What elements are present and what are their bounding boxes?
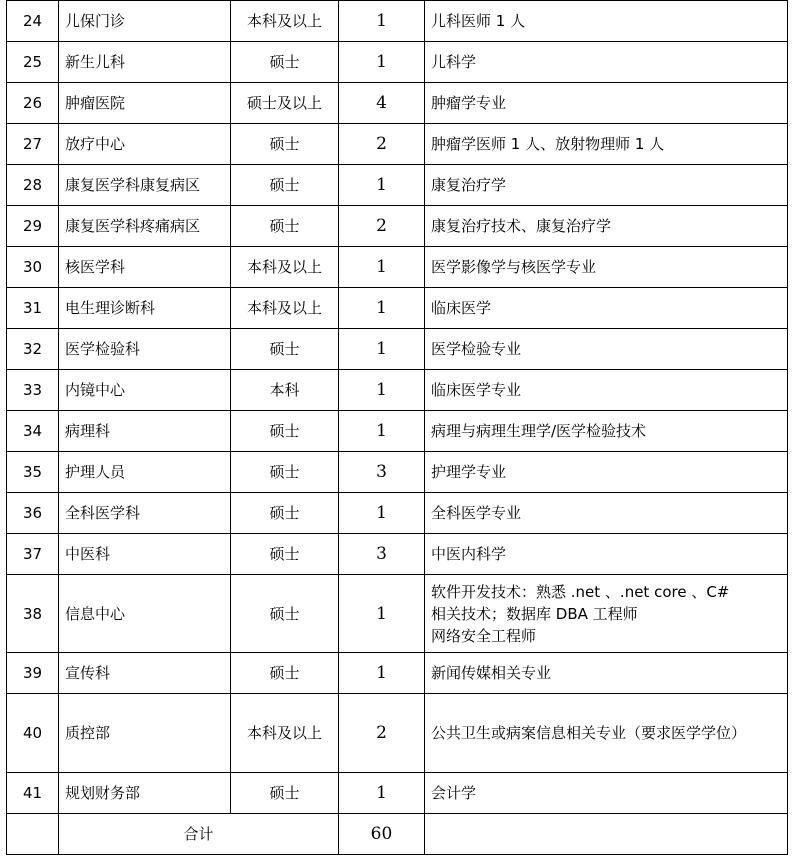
row-number: 25 — [7, 42, 59, 83]
education-cell: 硕士 — [231, 165, 339, 206]
recruitment-table — [6, 0, 788, 855]
education-cell: 硕士 — [231, 329, 339, 370]
requirement-line: 中医内科学 — [431, 545, 507, 563]
headcount-cell: 4 — [339, 83, 425, 124]
headcount-cell: 3 — [339, 534, 425, 575]
requirement-cell — [425, 370, 788, 411]
headcount-cell: 1 — [339, 493, 425, 534]
table-row — [7, 694, 788, 773]
row-number: 32 — [7, 329, 59, 370]
requirement-cell — [425, 452, 788, 493]
table-body — [7, 1, 788, 855]
row-number: 36 — [7, 493, 59, 534]
headcount-cell: 1 — [339, 773, 425, 814]
row-number: 35 — [7, 452, 59, 493]
headcount-cell: 1 — [339, 575, 425, 653]
education-cell: 硕士 — [231, 206, 339, 247]
department-cell: 护理人员 — [59, 452, 231, 493]
department-cell: 医学检验科 — [59, 329, 231, 370]
total-count: 60 — [339, 814, 425, 855]
requirement-line: 康复治疗学 — [431, 176, 507, 194]
requirement-line: 软件开发技术：熟悉 .net 、.net core 、C# — [431, 582, 730, 601]
requirement-cell — [425, 694, 788, 773]
department-cell: 内镜中心 — [59, 370, 231, 411]
table-row — [7, 575, 788, 653]
requirement-line: 护理学专业 — [431, 463, 507, 481]
headcount-cell: 1 — [339, 247, 425, 288]
headcount-cell: 1 — [339, 288, 425, 329]
table-row — [7, 1, 788, 42]
table-row — [7, 773, 788, 814]
requirement-cell — [425, 773, 788, 814]
requirement-line: 肿瘤学专业 — [431, 94, 507, 112]
requirement-line: 临床医学专业 — [431, 381, 522, 399]
requirement-cell — [425, 411, 788, 452]
row-number: 24 — [7, 1, 59, 42]
education-cell: 硕士 — [231, 124, 339, 165]
requirement-line: 网络安全工程师 — [431, 626, 537, 645]
table-row — [7, 534, 788, 575]
education-cell: 硕士 — [231, 575, 339, 653]
education-cell: 硕士 — [231, 653, 339, 694]
department-cell: 核医学科 — [59, 247, 231, 288]
requirement-line: 临床医学 — [431, 299, 492, 317]
total-row — [7, 814, 788, 855]
row-number: 33 — [7, 370, 59, 411]
requirement-line: 肿瘤学医师 1 人、放射物理师 1 人 — [431, 135, 665, 153]
requirement-cell — [425, 124, 788, 165]
table-row — [7, 206, 788, 247]
headcount-cell: 1 — [339, 370, 425, 411]
row-number: 41 — [7, 773, 59, 814]
requirement-cell — [425, 575, 788, 653]
row-number: 29 — [7, 206, 59, 247]
total-label: 合计 — [59, 814, 339, 855]
department-cell: 规划财务部 — [59, 773, 231, 814]
headcount-cell: 1 — [339, 1, 425, 42]
education-cell: 硕士 — [231, 534, 339, 575]
education-cell: 本科及以上 — [231, 694, 339, 773]
table-row — [7, 329, 788, 370]
table-row — [7, 288, 788, 329]
requirement-cell — [425, 653, 788, 694]
row-number: 40 — [7, 694, 59, 773]
table-row — [7, 42, 788, 83]
headcount-cell: 3 — [339, 452, 425, 493]
department-cell: 儿保门诊 — [59, 1, 231, 42]
requirement-cell — [425, 206, 788, 247]
requirement-line: 儿科医师 1 人 — [431, 12, 526, 30]
requirement-line: 公共卫生或病案信息相关专业（要求医学学位） — [431, 724, 747, 742]
requirement-cell — [425, 1, 788, 42]
row-number: 37 — [7, 534, 59, 575]
requirement-cell — [425, 165, 788, 206]
table-row — [7, 83, 788, 124]
education-cell: 本科及以上 — [231, 1, 339, 42]
education-cell: 硕士 — [231, 452, 339, 493]
table-row — [7, 493, 788, 534]
requirement-cell — [425, 83, 788, 124]
row-number: 27 — [7, 124, 59, 165]
requirement-line: 全科医学专业 — [431, 504, 522, 522]
department-cell: 信息中心 — [59, 575, 231, 653]
requirement-cell — [425, 329, 788, 370]
department-cell: 新生儿科 — [59, 42, 231, 83]
department-cell: 电生理诊断科 — [59, 288, 231, 329]
headcount-cell: 2 — [339, 694, 425, 773]
department-cell: 病理科 — [59, 411, 231, 452]
row-number: 38 — [7, 575, 59, 653]
requirement-cell — [425, 534, 788, 575]
requirement-cell — [425, 42, 788, 83]
department-cell: 放疗中心 — [59, 124, 231, 165]
education-cell: 本科 — [231, 370, 339, 411]
total-notes-cell — [425, 814, 788, 855]
requirement-line: 病理与病理生理学/医学检验技术 — [431, 422, 647, 440]
row-number: 28 — [7, 165, 59, 206]
requirement-line: 相关技术；数据库 DBA 工程师 — [431, 604, 638, 623]
requirement-line: 医学检验专业 — [431, 340, 522, 358]
education-cell: 硕士 — [231, 411, 339, 452]
table-row — [7, 247, 788, 288]
education-cell: 本科及以上 — [231, 247, 339, 288]
education-cell: 硕士 — [231, 42, 339, 83]
table-row — [7, 165, 788, 206]
requirement-line: 儿科学 — [431, 53, 477, 71]
headcount-cell: 1 — [339, 165, 425, 206]
education-cell: 本科及以上 — [231, 288, 339, 329]
table-row — [7, 124, 788, 165]
row-number: 39 — [7, 653, 59, 694]
requirement-line: 新闻传媒相关专业 — [431, 664, 552, 682]
table-row — [7, 452, 788, 493]
table-row — [7, 653, 788, 694]
department-cell: 康复医学科疼痛病区 — [59, 206, 231, 247]
total-empty-cell — [7, 814, 59, 855]
row-number: 30 — [7, 247, 59, 288]
headcount-cell: 2 — [339, 206, 425, 247]
requirement-line: 医学影像学与核医学专业 — [431, 258, 597, 276]
requirement-line: 康复治疗技术、康复治疗学 — [431, 217, 612, 235]
department-cell: 全科医学科 — [59, 493, 231, 534]
department-cell: 质控部 — [59, 694, 231, 773]
department-cell: 中医科 — [59, 534, 231, 575]
requirement-cell — [425, 288, 788, 329]
education-cell: 硕士 — [231, 773, 339, 814]
headcount-cell: 1 — [339, 329, 425, 370]
headcount-cell: 1 — [339, 653, 425, 694]
row-number: 34 — [7, 411, 59, 452]
row-number: 26 — [7, 83, 59, 124]
department-cell: 康复医学科康复病区 — [59, 165, 231, 206]
headcount-cell: 1 — [339, 411, 425, 452]
requirement-cell — [425, 247, 788, 288]
table-row — [7, 411, 788, 452]
education-cell: 硕士 — [231, 493, 339, 534]
table-row — [7, 370, 788, 411]
education-cell: 硕士及以上 — [231, 83, 339, 124]
department-cell: 宣传科 — [59, 653, 231, 694]
requirement-cell — [425, 493, 788, 534]
headcount-cell: 2 — [339, 124, 425, 165]
requirement-line: 会计学 — [431, 784, 477, 802]
department-cell: 肿瘤医院 — [59, 83, 231, 124]
headcount-cell: 1 — [339, 42, 425, 83]
row-number: 31 — [7, 288, 59, 329]
